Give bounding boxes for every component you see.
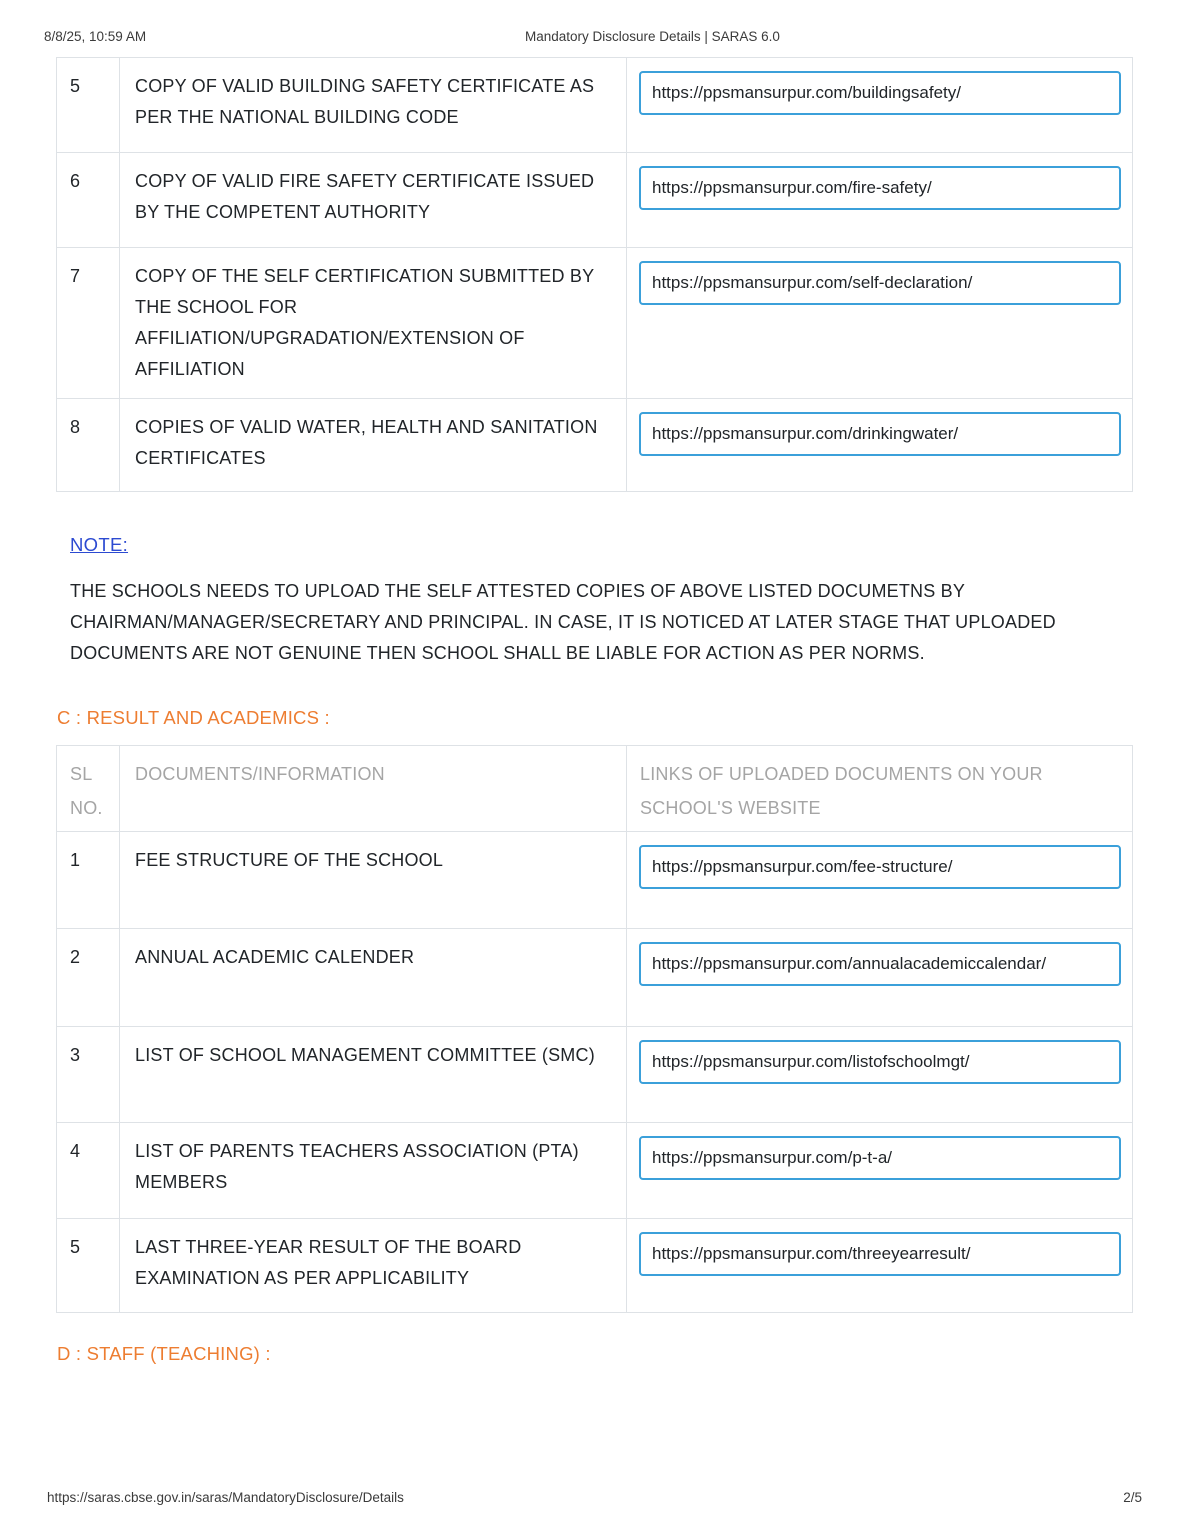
note-text: THE SCHOOLS NEEDS TO UPLOAD THE SELF ATTESTED COPIES OF ABOVE LISTED DOCUMETNS BY CHAIRMAN/MANAGER/SECRETARY AND PRINCIPAL. IN CASE, IT IS NOTICED AT LATER STAGE THAT UPLOADED DOCUMENTS ARE NOT GENUINE THEN SCHOOL SHALL BE LIABLE FOR ACTION AS PER NORMS. (70, 581, 1056, 663)
note-label: NOTE: (70, 534, 129, 555)
document-name: LIST OF SCHOOL MANAGEMENT COMMITTEE (SMC) (120, 1027, 627, 1123)
document-link-input[interactable] (639, 412, 1121, 456)
sl-number: 4 (57, 1123, 120, 1219)
document-link-input[interactable] (639, 845, 1121, 889)
document-link-input[interactable] (639, 1040, 1121, 1084)
sl-number: 1 (57, 832, 120, 929)
table-row (57, 1123, 1133, 1219)
page-content (56, 57, 1132, 1365)
print-footer-page-number: 2/5 (1123, 1490, 1142, 1505)
sl-number: 2 (57, 929, 120, 1027)
document-name: FEE STRUCTURE OF THE SCHOOL (120, 832, 627, 929)
document-name: LIST OF PARENTS TEACHERS ASSOCIATION (PTA) MEMBERS (120, 1123, 627, 1219)
print-header-title: Mandatory Disclosure Details | SARAS 6.0 (525, 29, 780, 44)
table-row (57, 929, 1133, 1027)
table-row (57, 248, 1133, 399)
table-row (57, 1219, 1133, 1313)
document-link-input[interactable] (639, 71, 1121, 115)
document-name: COPY OF VALID BUILDING SAFETY CERTIFICATE AS PER THE NATIONAL BUILDING CODE (120, 58, 627, 153)
result-and-academics-table (56, 745, 1133, 1313)
column-header-links: LINKS OF UPLOADED DOCUMENTS ON YOUR SCHOOL'S WEBSITE (627, 746, 1133, 832)
sl-number: 8 (57, 399, 120, 492)
document-link-input[interactable] (639, 1232, 1121, 1276)
sl-number: 6 (57, 153, 120, 248)
document-link-input[interactable] (639, 1136, 1121, 1180)
table-row (57, 399, 1133, 492)
print-footer-url: https://saras.cbse.gov.in/saras/MandatoryDisclosure/Details (47, 1490, 404, 1505)
document-name: LAST THREE-YEAR RESULT OF THE BOARD EXAMINATION AS PER APPLICABILITY (120, 1219, 627, 1313)
sl-number: 3 (57, 1027, 120, 1123)
document-name: ANNUAL ACADEMIC CALENDER (120, 929, 627, 1027)
section-c-heading: C : RESULT AND ACADEMICS : (57, 707, 330, 728)
document-name: COPY OF THE SELF CERTIFICATION SUBMITTED BY THE SCHOOL FOR AFFILIATION/UPGRADATION/EXTENSION OF AFFILIATION (120, 248, 627, 399)
document-name: COPY OF VALID FIRE SAFETY CERTIFICATE ISSUED BY THE COMPETENT AUTHORITY (120, 153, 627, 248)
table-row (57, 1027, 1133, 1123)
table-row (57, 58, 1133, 153)
table-row (57, 832, 1133, 929)
section-d-heading: D : STAFF (TEACHING) : (57, 1343, 271, 1364)
document-name: COPIES OF VALID WATER, HEALTH AND SANITATION CERTIFICATES (120, 399, 627, 492)
column-header-sl-no: SL NO. (57, 746, 120, 832)
print-header-datetime: 8/8/25, 10:59 AM (44, 29, 147, 44)
sl-number: 5 (57, 58, 120, 153)
document-link-input[interactable] (639, 261, 1121, 305)
documents-table-continued (56, 57, 1133, 492)
column-header-documents: DOCUMENTS/INFORMATION (120, 746, 627, 832)
sl-number: 5 (57, 1219, 120, 1313)
table-row (57, 153, 1133, 248)
document-link-input[interactable] (639, 166, 1121, 210)
table-header-row (57, 746, 1133, 832)
document-link-input[interactable] (639, 942, 1121, 986)
sl-number: 7 (57, 248, 120, 399)
